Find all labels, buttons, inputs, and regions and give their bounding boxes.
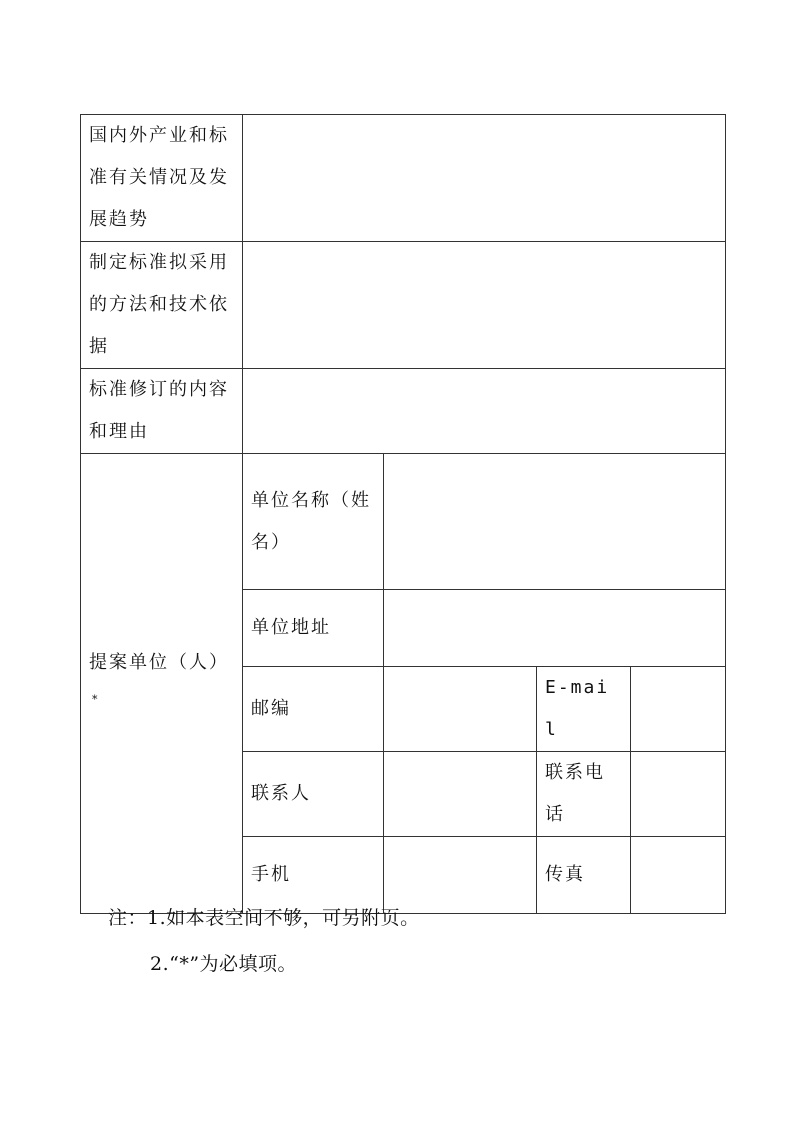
postcode-label: 邮编 [243, 667, 384, 752]
revision-reason-label: 标准修订的内容和理由 [81, 369, 243, 454]
mobile-field[interactable] [384, 837, 537, 914]
unit-address-label: 单位地址 [243, 590, 384, 667]
phone-field[interactable] [631, 752, 726, 837]
industry-status-label: 国内外产业和标准有关情况及发展趋势 [81, 115, 243, 242]
revision-reason-field[interactable] [243, 369, 726, 454]
unit-address-field[interactable] [384, 590, 726, 667]
proposer-label [81, 454, 243, 914]
email-field[interactable] [631, 667, 726, 752]
unit-name-field[interactable] [384, 454, 726, 590]
phone-label: 联系电话 [537, 752, 631, 837]
method-basis-label: 制定标准拟采用的方法和技术依据 [81, 242, 243, 369]
contact-field[interactable] [384, 752, 537, 837]
industry-status-field[interactable] [243, 115, 726, 242]
mobile-label: 手机 [243, 837, 384, 914]
method-basis-field[interactable] [243, 242, 726, 369]
email-label: E-mail [537, 667, 631, 752]
industry-row [81, 115, 726, 242]
required-mark: * [92, 692, 100, 706]
contact-label: 联系人 [243, 752, 384, 837]
method-row [81, 242, 726, 369]
note-line-2: 2.“*”为必填项。 [150, 953, 298, 975]
fax-label: 传真 [537, 837, 631, 914]
unit-name-label: 单位名称（姓名） [243, 454, 384, 590]
postcode-field[interactable] [384, 667, 537, 752]
revision-row [81, 369, 726, 454]
unit-name-row [81, 454, 726, 590]
proposal-form-table [80, 114, 726, 914]
proposer-label-text: 提案单位（人） [89, 651, 229, 673]
note-line-1: 注：1.如本表空间不够，可另附页。 [108, 907, 420, 929]
fax-field[interactable] [631, 837, 726, 914]
